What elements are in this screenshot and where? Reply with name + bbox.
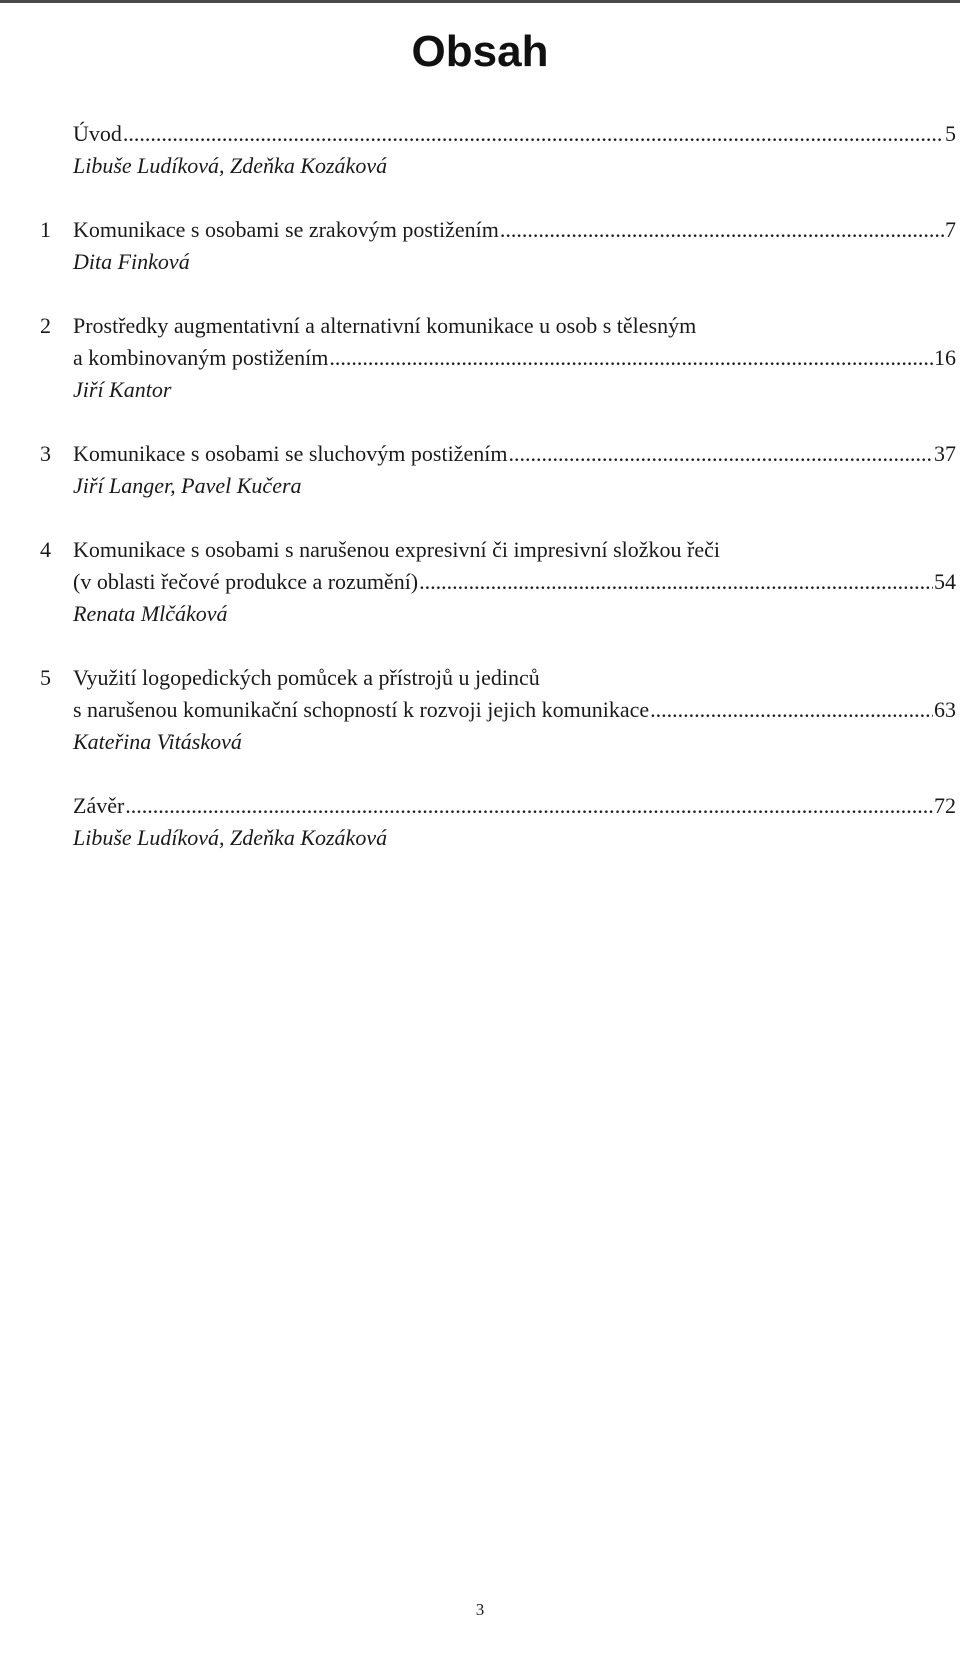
toc-entry-number: 3 [40, 441, 51, 466]
toc-entry-page: 63 [934, 697, 956, 722]
toc-entry-author: Libuše Ludíková, Zdeňka Kozáková [73, 825, 388, 850]
toc-entry-title-continued: (v oblasti řečové produkce a rozumění) [73, 569, 419, 594]
toc-entry-title-line [40, 214, 956, 246]
toc-leader-dots [329, 342, 933, 374]
toc-entry-page: 16 [934, 345, 956, 370]
toc-entry-title: Využití logopedických pomůcek a přístrojů u jedinců [73, 665, 540, 690]
toc-entry-chapter-2[interactable] [40, 310, 956, 406]
toc-entry-title-line [40, 790, 956, 822]
toc-leader-dots [125, 790, 933, 822]
toc-leader-dots [508, 438, 933, 470]
toc-entry-title-line [40, 310, 956, 342]
toc-entry-title: Prostředky augmentativní a alternativní komunikace u osob s tělesným [73, 313, 697, 338]
page-title: Obsah [411, 27, 549, 76]
toc-entry-title: Komunikace s osobami s narušenou expresivní či impresivní složkou řeči [73, 537, 721, 562]
toc-entry-page: 37 [934, 441, 956, 466]
toc-entry-chapter-4[interactable] [40, 534, 956, 630]
toc-entry-number: 1 [40, 217, 51, 242]
toc-entry-title: Komunikace s osobami se sluchovým postižením [73, 441, 508, 466]
toc-entry-chapter-1[interactable] [40, 214, 956, 278]
table-of-contents [40, 118, 956, 886]
toc-entry-author: Kateřina Vitásková [73, 729, 242, 754]
toc-entry-introduction[interactable] [40, 118, 956, 182]
toc-entry-title: Úvod [73, 121, 122, 146]
toc-entry-chapter-5[interactable] [40, 662, 956, 758]
toc-entry-title-line-continued [40, 566, 956, 598]
toc-entry-number: 5 [40, 665, 51, 690]
toc-entry-author: Jiří Langer, Pavel Kučera [73, 473, 302, 498]
toc-entry-page: 54 [934, 569, 956, 594]
toc-entry-page: 7 [945, 217, 956, 242]
toc-entry-title-continued: s narušenou komunikační schopností k rozvoji jejich komunikace [73, 697, 650, 722]
toc-entry-author: Jiří Kantor [73, 377, 172, 402]
toc-entry-conclusion[interactable] [40, 790, 956, 854]
toc-entry-page: 5 [945, 121, 956, 146]
page-number: 3 [475, 1600, 485, 1619]
toc-entry-title-line [40, 118, 956, 150]
toc-leader-dots [419, 566, 933, 598]
top-rule [0, 0, 960, 3]
toc-entry-title-line-continued [40, 342, 956, 374]
toc-entry-number: 4 [40, 537, 51, 562]
toc-entry-page: 72 [934, 793, 956, 818]
toc-entry-title: Závěr [73, 793, 125, 818]
toc-leader-dots [123, 118, 944, 150]
toc-entry-title-line-continued [40, 694, 956, 726]
toc-entry-title: Komunikace s osobami se zrakovým postižením [73, 217, 499, 242]
toc-entry-author: Libuše Ludíková, Zdeňka Kozáková [73, 153, 388, 178]
toc-entry-chapter-3[interactable] [40, 438, 956, 502]
toc-entry-author: Renata Mlčáková [73, 601, 228, 626]
toc-entry-author: Dita Finková [73, 249, 190, 274]
toc-leader-dots [650, 694, 933, 726]
toc-leader-dots [500, 214, 944, 246]
toc-entry-title-line [40, 662, 956, 694]
toc-entry-title-line [40, 534, 956, 566]
toc-entry-title-line [40, 438, 956, 470]
toc-entry-title-continued: a kombinovaným postižením [73, 345, 329, 370]
toc-entry-number: 2 [40, 313, 51, 338]
